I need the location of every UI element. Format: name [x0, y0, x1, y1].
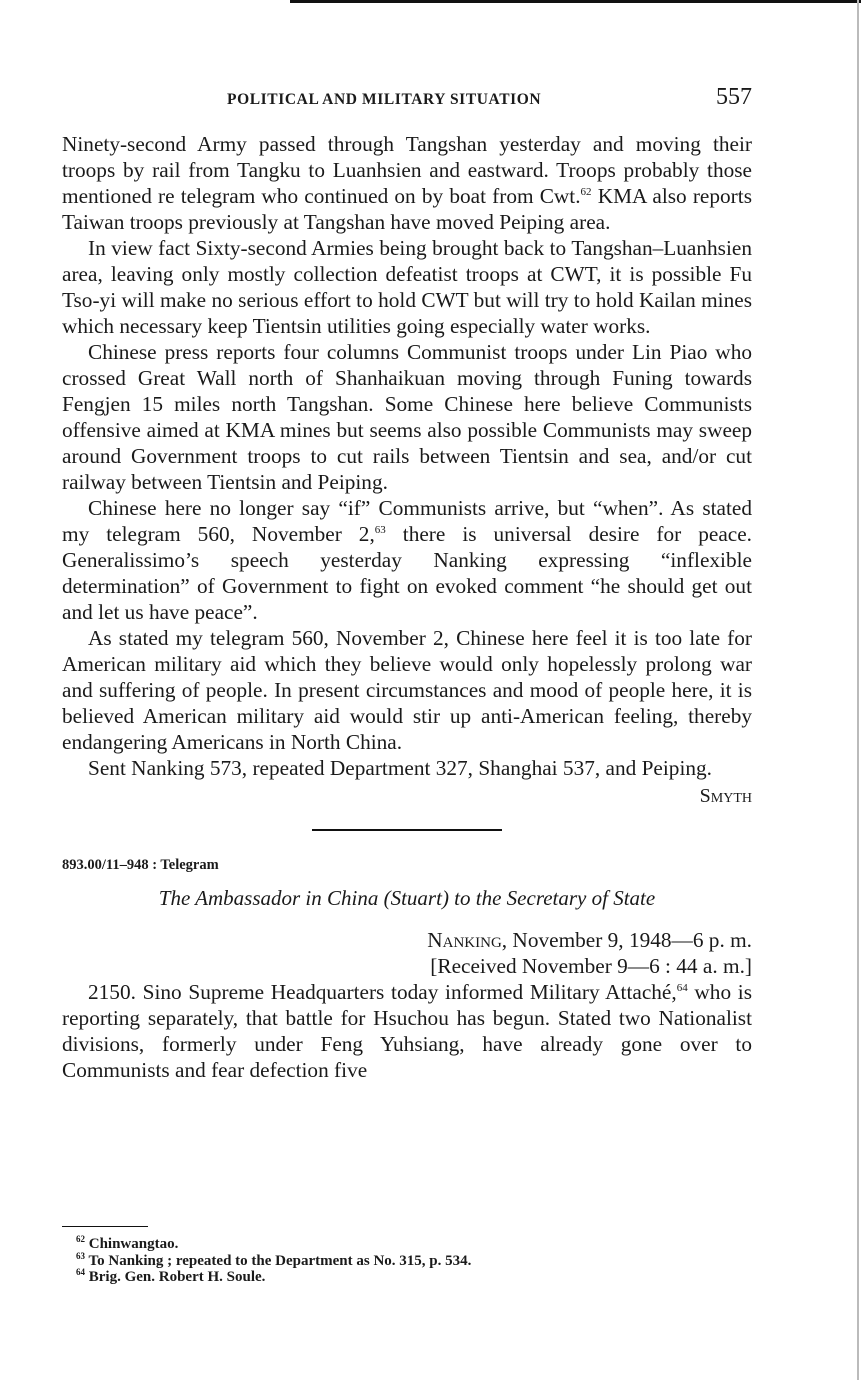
- paragraph: Ninety-second Army passed through Tangshan yesterday and moving their troops by rail from Tangku to Luanhsien and eastward. Troops probably those mentioned re telegram who continued on by boat from Cwt.$^{62}$ KMA also reports Taiwan troops previously at Tangshan have moved Peiping area.: [62, 132, 752, 234]
- paragraph: 2150. Sino Supreme Headquarters today informed Military Attaché,$^{64}$ who is reporting separately, that battle for Hsuchou has begun. Stated two Nationalist divisions, formerly under Feng Yuhsiang, have already gone over to Communists and fear defection five: [62, 980, 752, 1082]
- footnote: $^{63}$ To Nanking ; repeated to the Department as No. 315, p. 534.: [76, 1250, 472, 1269]
- footnote-ref: 62: [580, 185, 592, 198]
- footnote: $^{62}$ Chinwangtao.: [76, 1234, 179, 1252]
- page-body: [62, 131, 752, 1083]
- footnote: $^{64}$ Brig. Gen. Robert H. Soule.: [76, 1267, 266, 1285]
- dateline-time: November 9, 1948—6 p. m.: [507, 928, 752, 952]
- paragraph: As stated my telegram 560, November 2, Chinese here feel it is too late for American military aid which they believe would only hopelessly prolong war and suffering of people. In present circumstances and mood of people here, it is believed American military aid would stir up anti-American feeling, thereby endangering Americans in North China.: [62, 626, 752, 754]
- footnotes: [62, 1236, 752, 1286]
- top-border-line: [290, 0, 861, 3]
- document-title: The Ambassador in China (Stuart) to the Secretary of State: [158, 886, 656, 910]
- paragraph: Chinese press reports four columns Communist troops under Lin Piao who crossed Great Wall north of Shanhaikuan moving through Funing towards Fengjen 15 miles north Tangshan. Some Chinese here believe Communists offensive aimed at KMA mines but seems also possible Communists may sweep around Government troops to cut rails between Tientsin and sea, and/or cut railway between Tientsin and Peiping.: [62, 340, 752, 494]
- footnote-ref: 63: [374, 523, 386, 536]
- page-header: [62, 84, 752, 118]
- page-number: 557: [716, 84, 752, 110]
- running-title: POLITICAL AND MILITARY SITUATION: [227, 91, 542, 108]
- dateline-place: Nanking,: [427, 928, 508, 952]
- section-divider: [312, 829, 502, 831]
- paragraph: Sent Nanking 573, repeated Department 327, Shanghai 537, and Peiping.: [88, 756, 712, 780]
- paragraph: Chinese here no longer say “if” Communists arrive, but “when”. As stated my telegram 560, November 2,63 there is universal desire for peace. Generalissimo’s speech yesterday Nanking expressing “inflexible determination” of Government to fight on evoked comment “he should get out and let us have peace”.: [62, 496, 753, 624]
- received-line: [Received November 9—6 : 44 a. m.]: [430, 954, 752, 978]
- paragraph: In view fact Sixty-second Armies being brought back to Tangshan–Luanhsien area, leaving only mostly collection defeatist troops at CWT, it is possible Fu Tso-yi will make no serious effort to hold CWT but will try to hold Kailan mines which necessary keep Tientsin utilities going especially water works.: [62, 236, 752, 338]
- footnote-rule: [62, 1226, 148, 1227]
- footnote-ref: 64: [676, 981, 688, 994]
- dateline: [62, 927, 752, 953]
- signature: Smyth: [699, 785, 752, 807]
- document-reference: 893.00/11–948 : Telegram: [62, 857, 219, 873]
- right-edge-line: [857, 0, 859, 1380]
